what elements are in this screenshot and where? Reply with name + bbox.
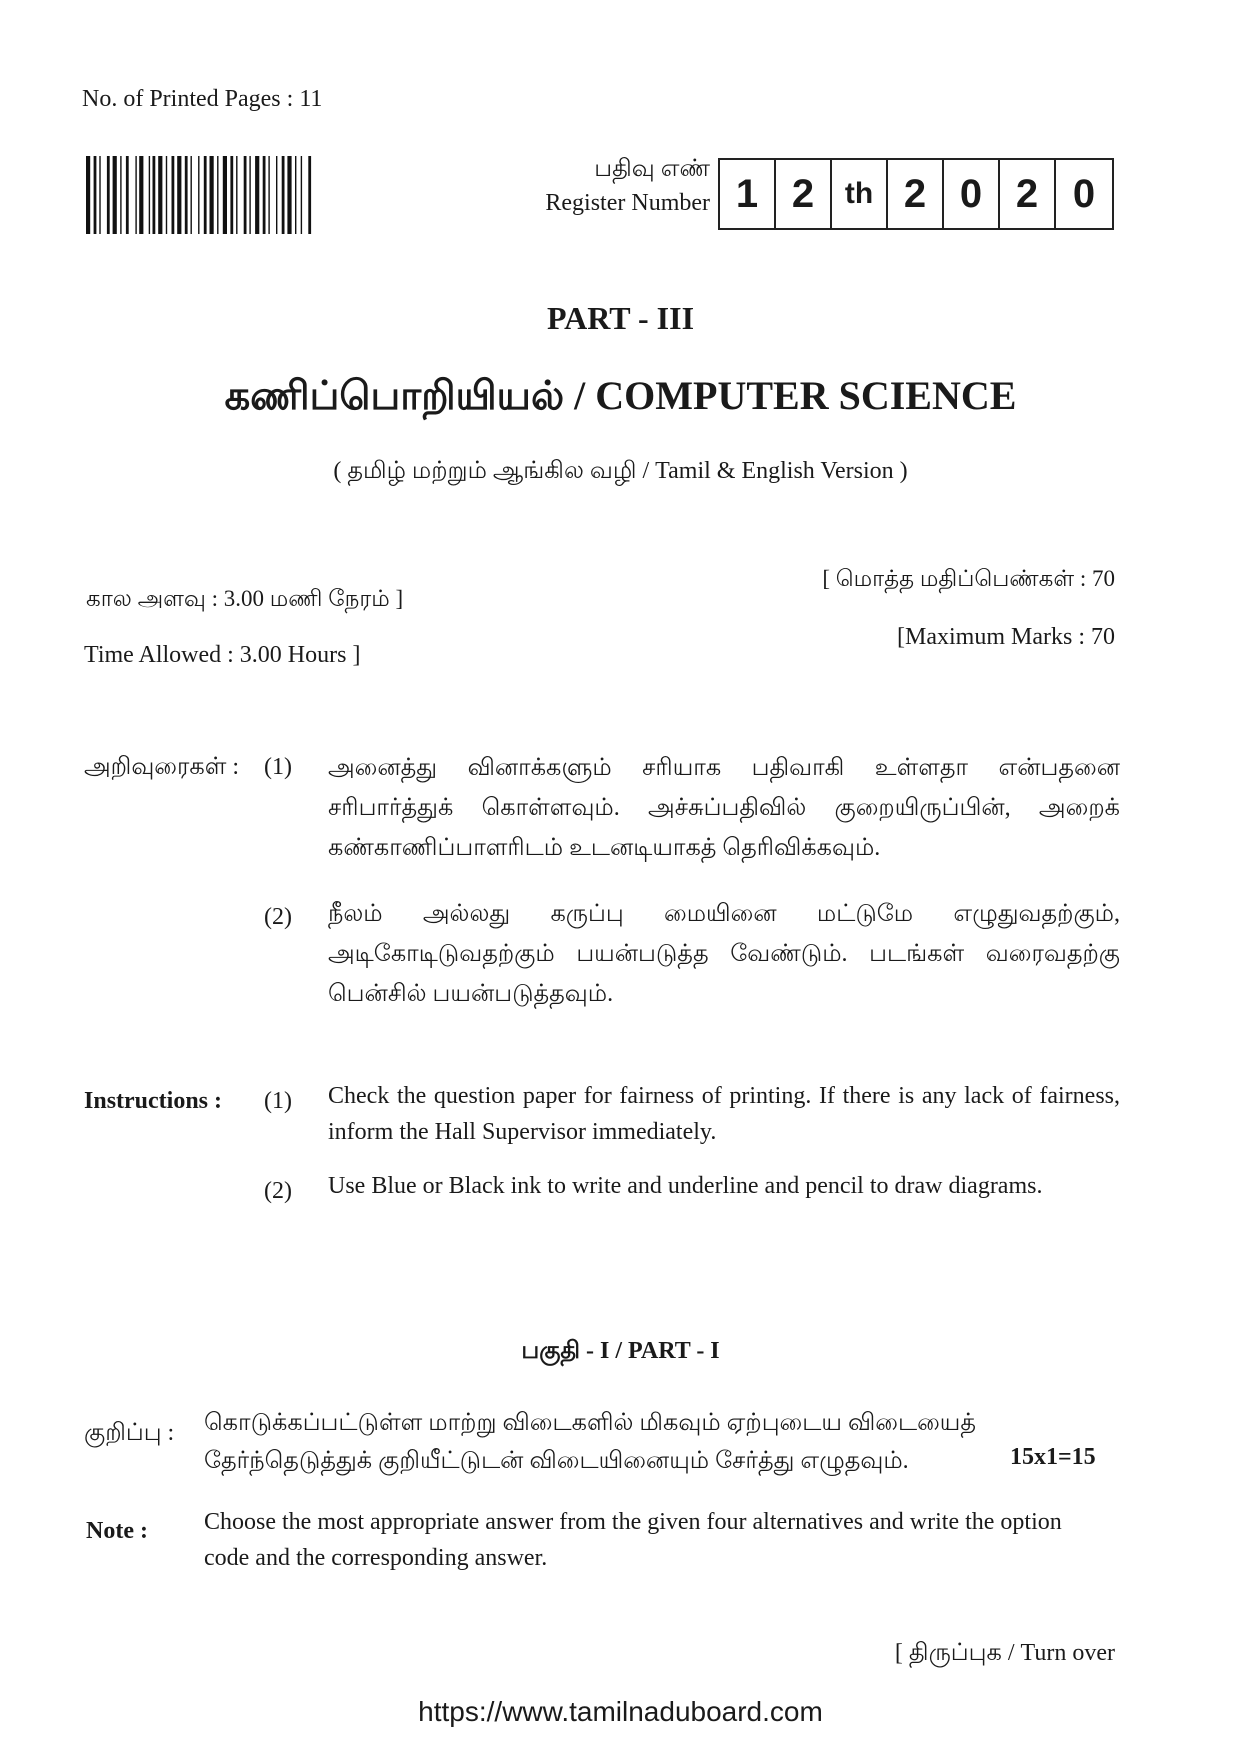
register-number-label [520, 152, 710, 220]
instruction-tamil-1: அனைத்து வினாக்களும் சரியாக பதிவாகி உள்ளதா என்பதனை சரிபார்த்துக் கொள்ளவும். அச்சுப்பதிவில் குறையிருப்பின், அறைக் கண்காணிப்பாளரிடம் உடனடியாகத் தெரிவிக்கவும். [328, 755, 1120, 861]
barcode [86, 156, 360, 234]
part-heading: PART - III [546, 300, 695, 336]
instruction-english-1: Check the question paper for fairness of printing. If there is any lack of fairness, inform the Hall Supervisor immediately. [328, 1083, 1120, 1145]
register-digit: 0 [1072, 171, 1096, 216]
register-digit: 2 [776, 160, 832, 228]
barcode-bar [301, 156, 302, 234]
barcode-bar [295, 156, 296, 234]
barcode-bar [287, 156, 291, 234]
register-label-tamil: பதிவு எண் [594, 156, 710, 182]
barcode-bar [113, 156, 117, 234]
instructions-label-tamil: அறிவுரைகள் : [84, 754, 240, 780]
register-digit: th [832, 160, 888, 228]
barcode-bar [153, 156, 156, 234]
barcode-bar [276, 156, 277, 234]
barcode-bar [177, 156, 181, 234]
barcode-bar [204, 156, 207, 234]
barcode-bar [223, 156, 227, 234]
instruction-tamil-2: நீலம் அல்லது கருப்பு மையினை மட்டுமே எழுதுவதற்கும், அடிகோடிடுவதற்கும் பயன்படுத்த வேண்டும். படங்கள் வரைவதற்கு பென்சில் பயன்படுத்தவும். [328, 901, 1120, 1007]
barcode-bar [107, 156, 110, 234]
barcode-bar [135, 156, 136, 234]
barcode-bar [185, 156, 188, 234]
barcode-bar [191, 156, 192, 234]
barcode-bar [166, 156, 167, 234]
register-digit: 1 [720, 160, 776, 228]
instruction-number: (1) [264, 1088, 292, 1114]
note-label-english: Note : [86, 1518, 148, 1544]
barcode-bar [210, 156, 214, 234]
instruction-number: (2) [264, 1178, 292, 1204]
note-english: Choose the most appropriate answer from the given four alternatives and write the option code and the corresponding answer. [204, 1509, 1062, 1571]
barcode-bar [249, 156, 250, 234]
barcode-bar [230, 156, 233, 234]
barcode-bar [308, 156, 311, 234]
note-tamil: கொடுக்கப்பட்டுள்ள மாற்று விடைகளில் மிகவும் ஏற்புடைய விடையைத் தேர்ந்தெடுத்துக் குறியீட்டுடன் விடையினையும் சேர்த்து எழுதவும். [204, 1410, 976, 1474]
barcode-bar [198, 156, 199, 234]
barcode-bar [282, 156, 285, 234]
footer-url[interactable]: https://www.tamilnaduboard.com [418, 1696, 823, 1727]
barcode-bar [86, 156, 90, 234]
subject-title: கணிப்பொறியியல் / COMPUTER SCIENCE [224, 373, 1017, 418]
barcode-bar [149, 156, 150, 234]
barcode-bar [268, 156, 269, 234]
part1-marks: 15x1=15 [1010, 1444, 1096, 1470]
barcode-bar [217, 156, 218, 234]
barcode-bar [244, 156, 247, 234]
barcode-bar [139, 156, 143, 234]
instruction-number: (1) [264, 754, 292, 780]
printed-pages-count: No. of Printed Pages : 11 [82, 86, 323, 112]
part1-heading: பகுதி - I / PART - I [521, 1338, 720, 1364]
register-digit: 0 [944, 160, 1000, 228]
register-digit: 2 [1000, 160, 1056, 228]
register-digit: 2 [888, 160, 944, 228]
barcode-bar [172, 156, 175, 234]
register-label-english: Register Number [545, 190, 710, 216]
instructions-label-english: Instructions : [84, 1088, 223, 1114]
version-line: ( தமிழ் மற்றும் ஆங்கில வழி / Tamil & English Version ) [333, 458, 908, 484]
max-marks-english: [Maximum Marks : 70 [897, 624, 1115, 650]
barcode-bar [120, 156, 121, 234]
barcode-bar [255, 156, 259, 234]
time-allowed-english: Time Allowed : 3.00 Hours ] [84, 642, 361, 668]
time-allowed-tamil: கால அளவு : 3.00 மணி நேரம் ] [86, 586, 404, 611]
instruction-english-2: Use Blue or Black ink to write and underline and pencil to draw diagrams. [328, 1173, 1043, 1199]
turn-over-label: [ திருப்புக / Turn over [894, 1640, 1115, 1666]
instruction-number: (2) [264, 904, 292, 930]
max-marks-tamil: [ மொத்த மதிப்பெண்கள் : 70 [822, 566, 1115, 591]
barcode-bar [126, 156, 129, 234]
barcode-bar [263, 156, 266, 234]
barcode-bar [158, 156, 162, 234]
register-number-box [718, 158, 1114, 230]
barcode-bar [94, 156, 97, 234]
barcode-bar [99, 156, 100, 234]
barcode-bar [236, 156, 237, 234]
note-label-tamil: குறிப்பு : [84, 1420, 175, 1446]
